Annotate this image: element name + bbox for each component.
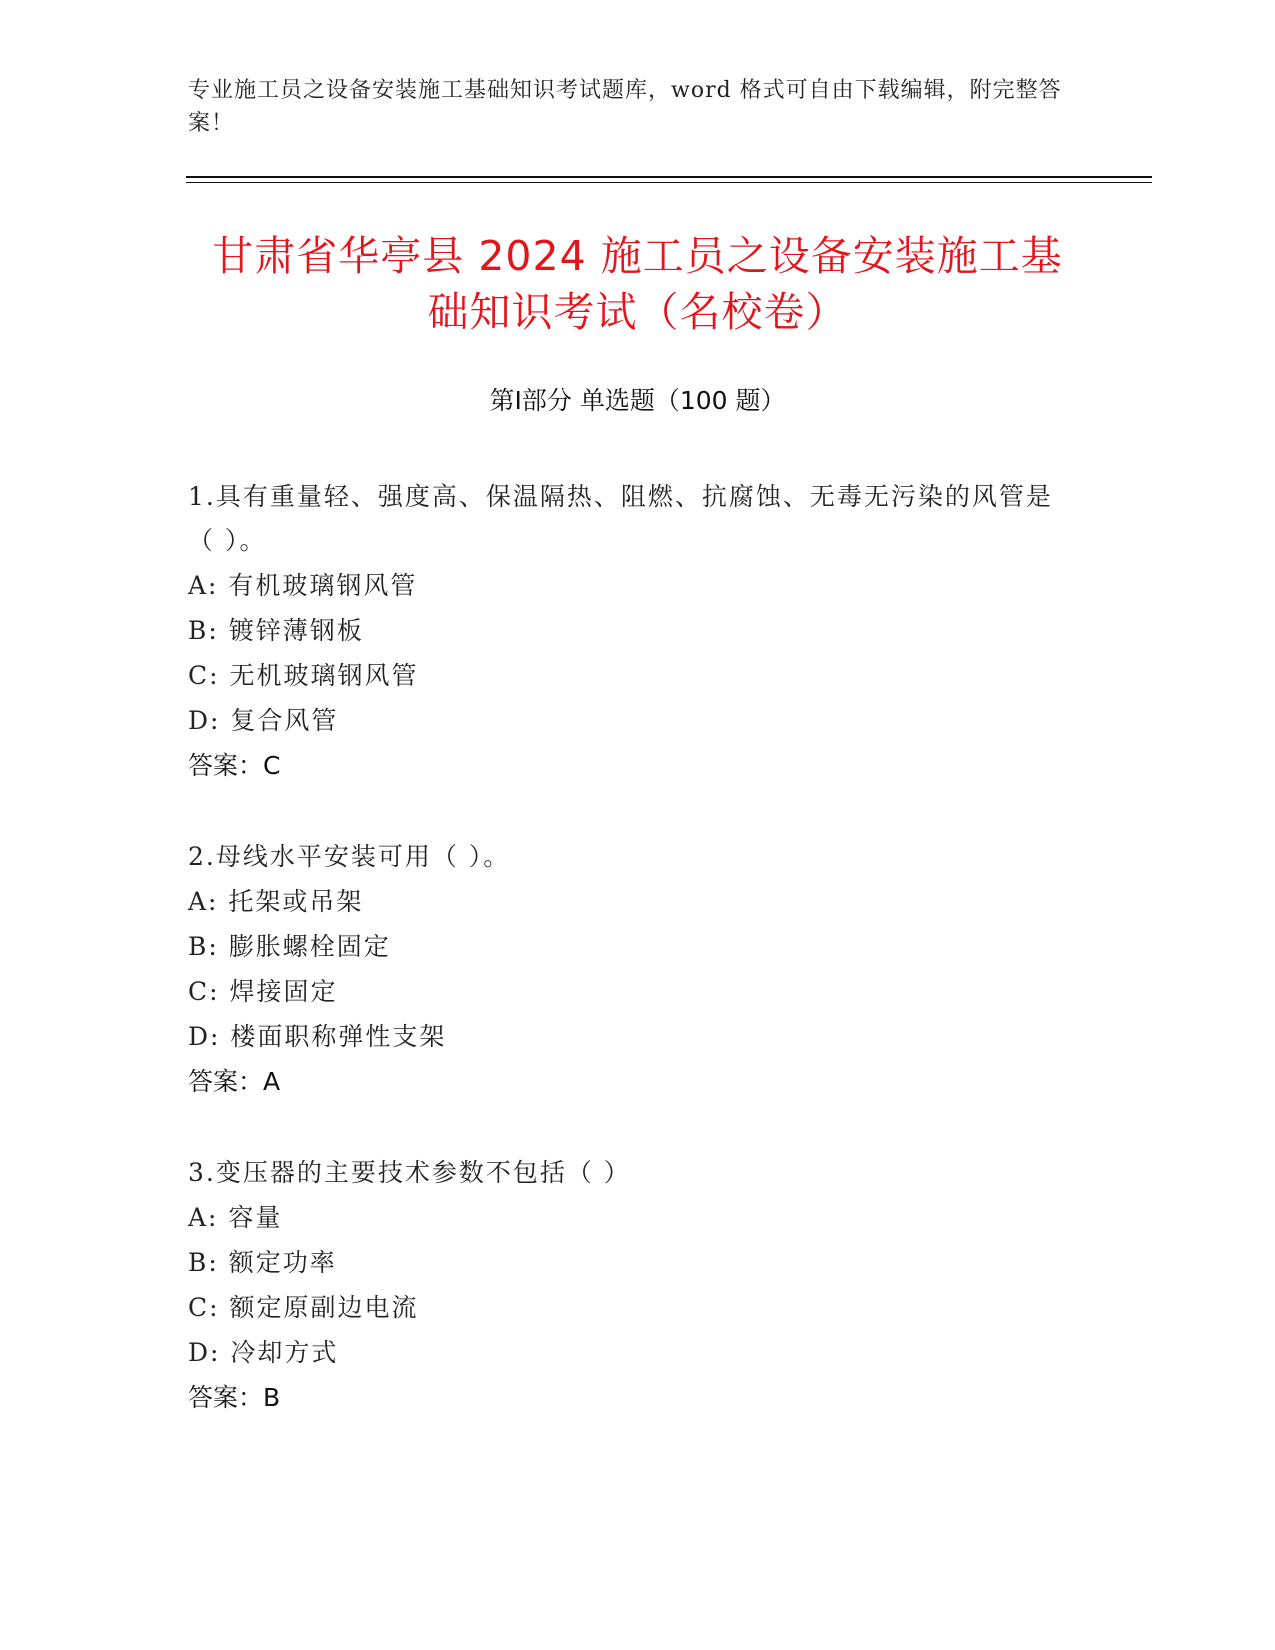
option-b: B: 膨胀螺栓固定	[188, 932, 391, 961]
option-b: B: 镀锌薄钢板	[188, 616, 364, 645]
option-d: D: 楼面职称弹性支架	[188, 1022, 447, 1051]
option-c: C: 无机玻璃钢风管	[188, 661, 419, 690]
question-stem: 3.变压器的主要技术参数不包括（ ）	[188, 1158, 631, 1187]
header-note: 专业施工员之设备安装施工基础知识考试题库，word 格式可自由下载编辑，附完整答案！	[188, 78, 1062, 136]
header-divider-thick	[186, 176, 1152, 178]
question-list	[188, 475, 1068, 1467]
option-a: A: 有机玻璃钢风管	[188, 571, 418, 600]
option-d: D: 冷却方式	[188, 1338, 339, 1367]
answer: 答案：B	[188, 1383, 281, 1412]
option-c: C: 额定原副边电流	[188, 1293, 419, 1322]
question-2	[188, 835, 1068, 1105]
question-stem: 1.具有重量轻、强度高、保温隔热、阻燃、抗腐蚀、无毒无污染的风管是（ ）。	[188, 482, 1053, 555]
option-d: D: 复合风管	[188, 706, 339, 735]
option-b: B: 额定功率	[188, 1248, 337, 1277]
document-title-line-2: 础知识考试（名校卷）	[427, 288, 848, 336]
section-heading: 第Ⅰ部分 单选题（100 题）	[489, 386, 786, 415]
answer: 答案：C	[188, 751, 281, 780]
option-c: C: 焊接固定	[188, 977, 338, 1006]
document-title	[150, 228, 1125, 340]
option-a: A: 容量	[188, 1203, 283, 1232]
question-stem: 2.母线水平安装可用（ ）。	[188, 842, 511, 871]
question-1	[188, 475, 1068, 789]
option-a: A: 托架或吊架	[188, 887, 364, 916]
answer: 答案：A	[188, 1067, 281, 1096]
header-divider-thin	[186, 182, 1152, 183]
document-title-line-1: 甘肃省华亭县 2024 施工员之设备安装施工基	[212, 232, 1063, 280]
question-3	[188, 1151, 1068, 1421]
